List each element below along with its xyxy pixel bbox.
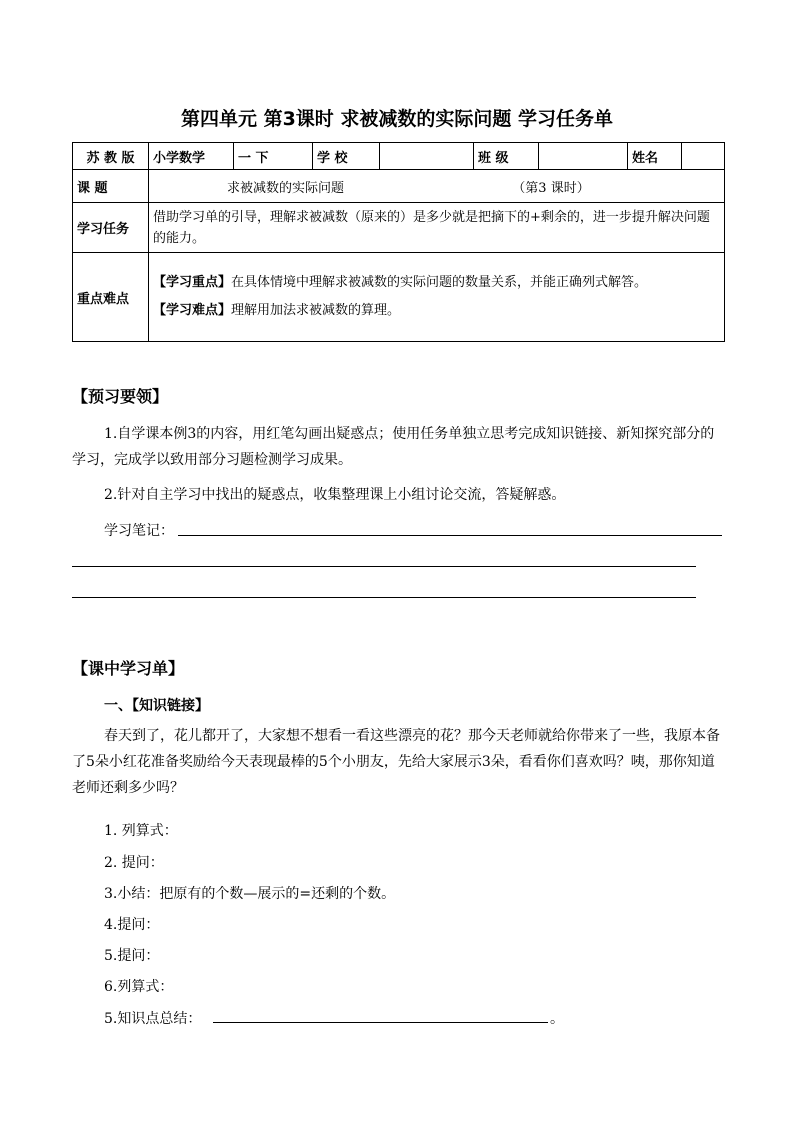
preview-paragraph-2: 2.针对自主学习中找出的疑惑点，收集整理课上小组讨论交流，答疑解惑。 — [104, 487, 566, 503]
item-7: 5.知识点总结： — [104, 1011, 202, 1027]
class-value[interactable] — [539, 143, 628, 170]
page-title: 第四单元 第3课时 求被减数的实际问题 学习任务单 — [180, 108, 614, 130]
class-label: 班 级 — [474, 143, 539, 170]
name-label: 姓名 — [628, 143, 682, 170]
notes-line-1[interactable] — [178, 535, 722, 536]
difficulty-text: 理解用加法求被减数的算理。 — [231, 303, 401, 318]
item-3: 3.小结：把原有的个数—展示的=还剩的个数。 — [104, 886, 396, 902]
knowledge-link-heading: 一、【知识链接】 — [104, 698, 209, 714]
grade-cell: 一 下 — [234, 143, 313, 170]
task-text: 借助学习单的引导，理解求被减数（原来的）是多少就是把摘下的+剩余的，进一步提升解决问题的能力。 — [149, 203, 725, 253]
lesson-number: （第3 课时） — [512, 180, 590, 196]
preview-paragraph-1: 1.自学课本例3的内容，用红笔勾画出疑惑点；使用任务单独立思考完成知识链接、新知探究部分的学习，完成学以致用部分习题检测学习成果。 — [72, 426, 715, 468]
publisher-cell: 苏 教 版 — [73, 143, 149, 170]
item-6: 6.列算式： — [104, 979, 174, 995]
notes-label: 学习笔记： — [104, 523, 174, 539]
subject-cell: 小学数学 — [149, 143, 234, 170]
task-label: 学习任务 — [73, 203, 149, 253]
notes-line-2[interactable] — [72, 566, 696, 567]
preview-heading: 【预习要领】 — [72, 387, 169, 406]
item-2: 2. 提问： — [104, 855, 164, 871]
key-label: 重点难点 — [73, 253, 149, 342]
classwork-heading: 【课中学习单】 — [72, 659, 185, 678]
info-table — [72, 142, 725, 342]
key-point-text: 在具体情境中理解求被减数的实际问题的数量关系，并能正确列式解答。 — [231, 275, 648, 290]
item-4: 4.提问： — [104, 917, 160, 933]
topic-value: 求被减数的实际问题 — [227, 180, 345, 196]
difficulty — [153, 300, 720, 322]
summary-answer-line[interactable] — [213, 1022, 548, 1023]
item-5: 5.提问： — [104, 948, 160, 964]
item-1: 1. 列算式： — [104, 823, 178, 839]
key-point — [153, 272, 720, 294]
school-value[interactable] — [380, 143, 474, 170]
difficulty-tag: 【学习难点】 — [153, 303, 232, 318]
topic-label: 课 题 — [73, 170, 149, 203]
school-label: 学 校 — [313, 143, 380, 170]
name-value[interactable] — [682, 143, 725, 170]
summary-end-mark: 。 — [550, 1011, 564, 1027]
story-paragraph: 春天到了，花儿都开了，大家想不想看一看这些漂亮的花？那今天老师就给你带来了一些，我原本备了5朵小红花准备奖励给今天表现最棒的5个小朋友，先给大家展示3朵，看看你们喜欢吗？咦，那你知道老师还剩多少吗？ — [72, 728, 720, 796]
notes-line-3[interactable] — [72, 597, 696, 598]
key-point-tag: 【学习重点】 — [153, 275, 232, 290]
